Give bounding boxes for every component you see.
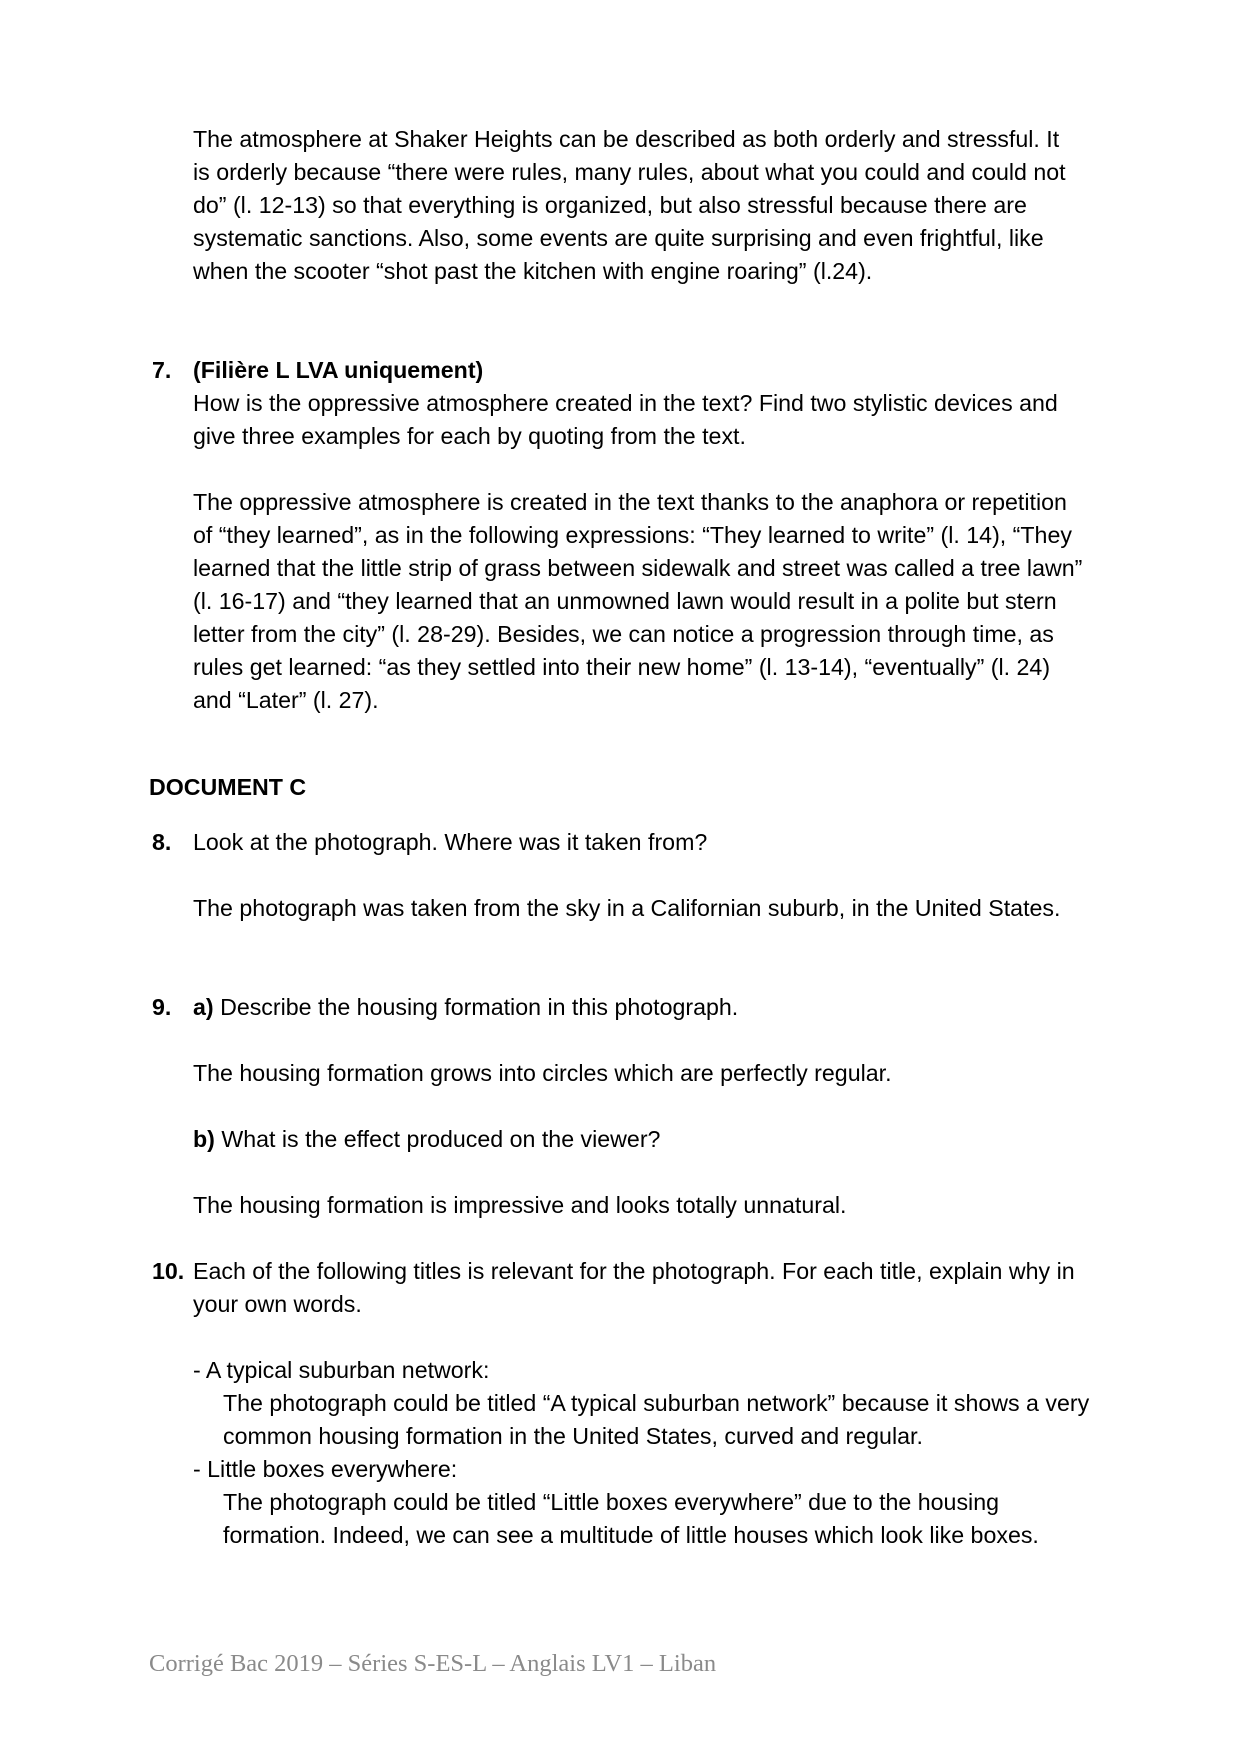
q8-question: Look at the photograph. Where was it taken from? xyxy=(193,829,708,855)
q9a-question-text: Describe the housing formation in this photograph. xyxy=(213,994,739,1020)
q10-number: 10. xyxy=(152,1258,185,1284)
q9b-question xyxy=(193,1123,1101,1156)
q7-question: How is the oppressive atmosphere created in the text? Find two stylistic devices and give three examples for each by quoting from the text. xyxy=(193,390,1058,449)
q9a-question xyxy=(193,991,1101,1024)
q9-number: 9. xyxy=(152,994,172,1020)
page-footer: Corrigé Bac 2019 – Séries S-ES-L – Anglais LV1 – Liban xyxy=(149,1650,717,1677)
section-heading: DOCUMENT C xyxy=(149,774,307,800)
q10-item-explanation: The photograph could be titled “Little boxes everywhere” due to the housing formation. Indeed, we can see a multitude of little houses which look like boxes. xyxy=(223,1489,1039,1548)
q9b-label: b) xyxy=(193,1126,215,1152)
q9b-question-text: What is the effect produced on the viewer? xyxy=(214,1126,661,1152)
q10-item-title: - A typical suburban network: xyxy=(193,1357,490,1383)
q6-answer: The atmosphere at Shaker Heights can be described as both orderly and stressful. It is orderly because “there were rules, many rules, about what you could and could not do” (l. 12-13) so that everything is organized, but also stressful because there are systematic sanctions. Also, some events are quite surprising and even frightful, like when the scooter “shot past the kitchen with engine roaring” (l.24). xyxy=(193,126,1066,284)
q7-label: (Filière L LVA uniquement) xyxy=(193,357,484,383)
q7-number: 7. xyxy=(152,357,172,383)
q9a-answer: The housing formation grows into circles which are perfectly regular. xyxy=(193,1060,892,1086)
q10-item-explanation: The photograph could be titled “A typical suburban network” because it shows a very common housing formation in the United States, curved and regular. xyxy=(223,1390,1090,1449)
q10-item-title: - Little boxes everywhere: xyxy=(193,1456,458,1482)
q9b-answer: The housing formation is impressive and looks totally unnatural. xyxy=(193,1192,847,1218)
q8-answer: The photograph was taken from the sky in a Californian suburb, in the United States. xyxy=(193,895,1061,921)
q10-question: Each of the following titles is relevant for the photograph. For each title, explain why in your own words. xyxy=(193,1258,1075,1317)
q9a-label: a) xyxy=(193,994,214,1020)
q7-answer: The oppressive atmosphere is created in the text thanks to the anaphora or repetition of “they learned”, as in the following expressions: “They learned to write” (l. 14), “They learned that the little strip of grass between sidewalk and street was called a tree lawn” (l. 16-17) and “they learned that an unmowned lawn would result in a polite but stern letter from the city” (l. 28-29). Besides, we can notice a progression through time, as rules get learned: “as they settled into their new home” (l. 13-14), “eventually” (l. 24) and “Later” (l. 27). xyxy=(193,489,1083,713)
q8-number: 8. xyxy=(152,829,172,855)
